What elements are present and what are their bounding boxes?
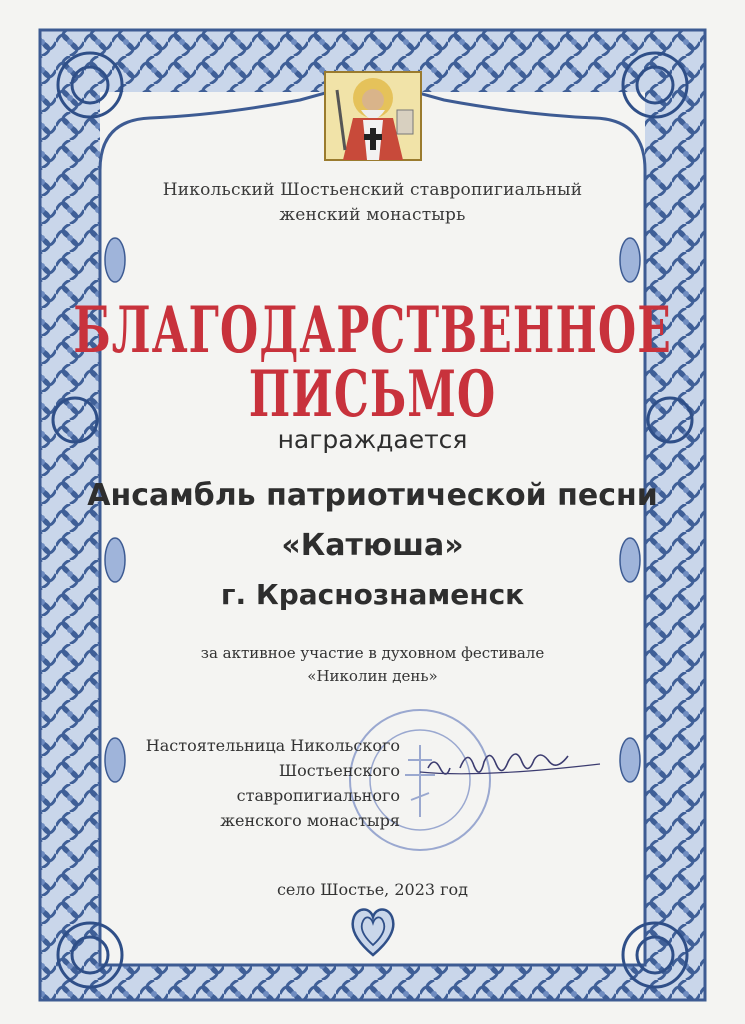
heart-ornament-icon — [350, 905, 396, 957]
reason-line-1: за активное участие в духовном фестивале — [200, 644, 545, 662]
signer-line-2: Шостьенского ставропигиального — [236, 761, 400, 805]
signer-block — [120, 733, 400, 833]
ensemble-name: Ансамбль патриотической песни — [87, 478, 658, 513]
reason-line-2: «Николин день» — [307, 667, 438, 685]
signer-line-3: женского монастыря — [220, 811, 400, 830]
letter-title: БЛАГОДАРСТВЕННОЕ ПИСЬМО — [73, 294, 672, 432]
monastery-name — [0, 178, 745, 228]
saint-nicholas-icon — [323, 70, 423, 162]
ensemble-title: «Катюша» — [281, 528, 464, 563]
place-date: село Шостье, 2023 год — [276, 880, 469, 899]
award-reason — [0, 642, 745, 688]
monastery-line-1: Никольский Шостьенский ставропигиальный — [162, 180, 583, 200]
handwritten-signature — [420, 738, 610, 788]
awarded-label: награждается — [277, 425, 468, 454]
signer-line-1: Настоятельница Никольского — [145, 736, 400, 755]
monastery-line-2: женский монастырь — [279, 205, 466, 225]
city-name: г. Краснознаменск — [220, 578, 525, 611]
